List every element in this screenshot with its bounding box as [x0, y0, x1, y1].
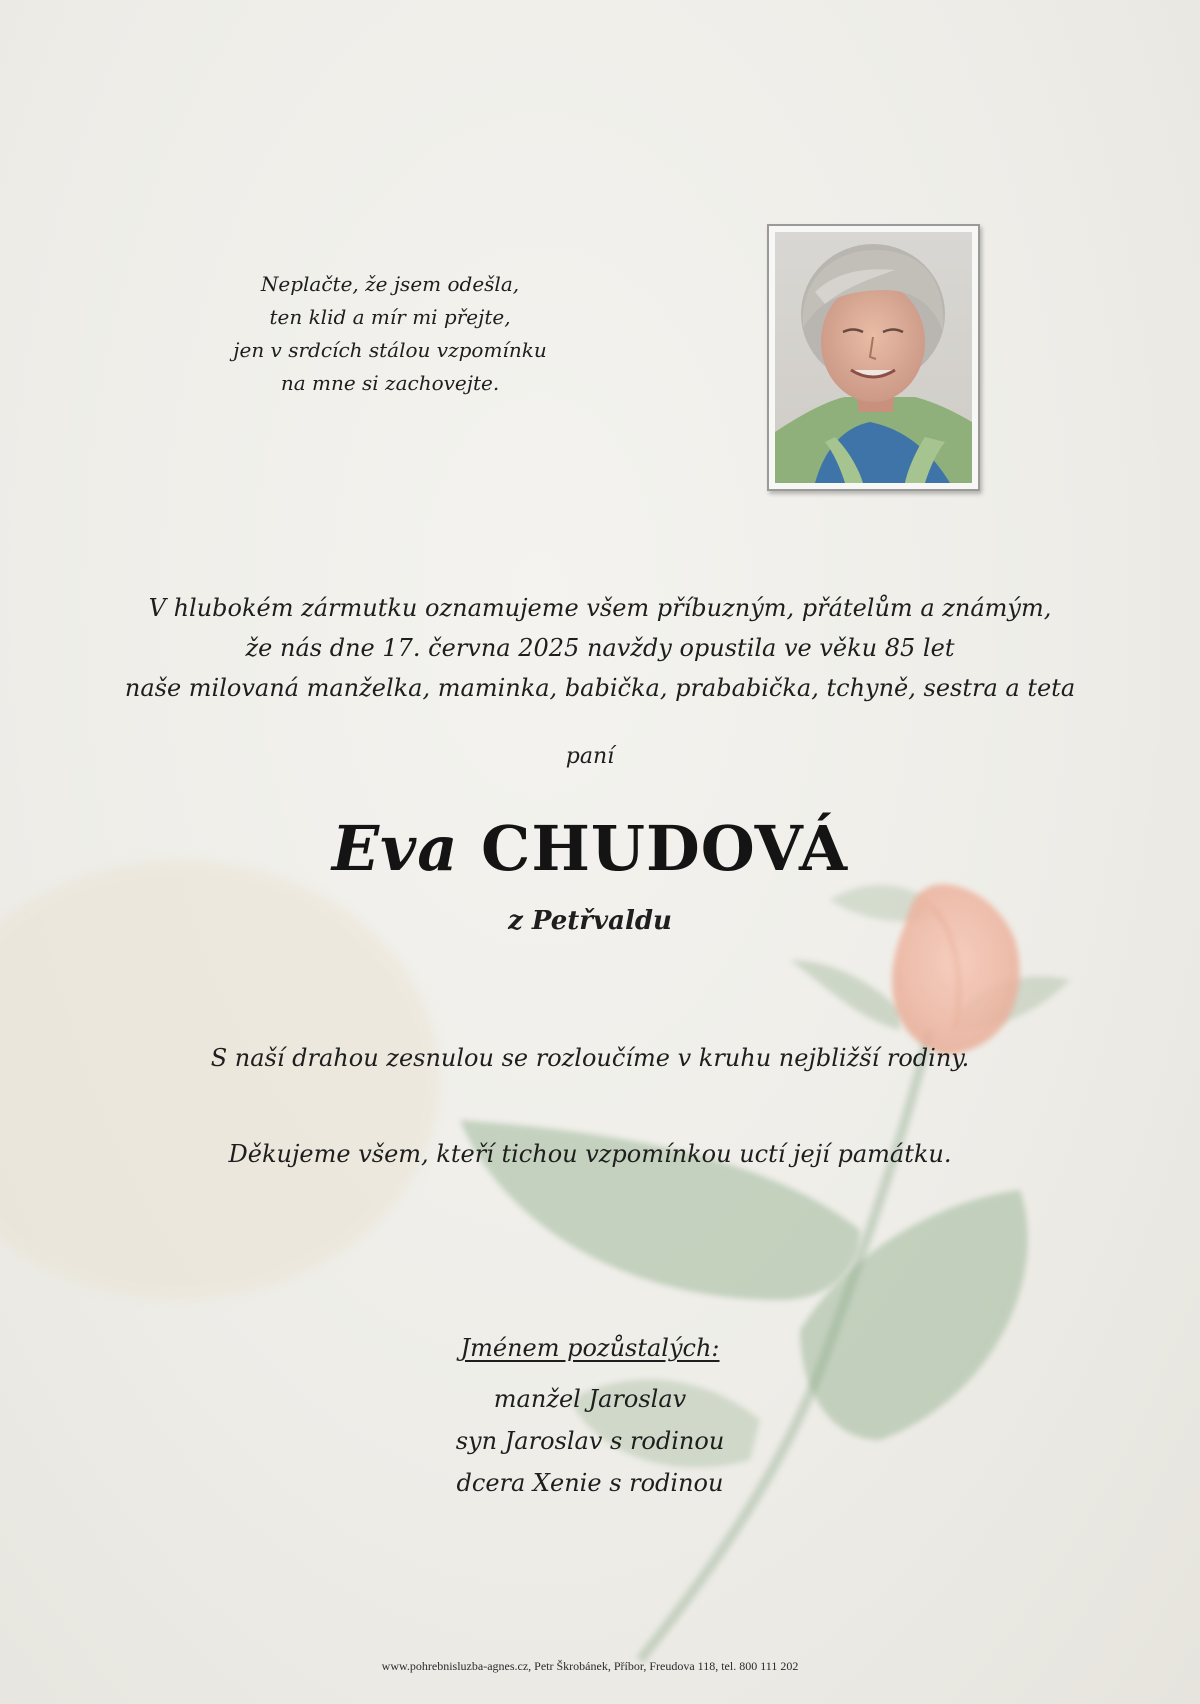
place-of-origin: z Petřvaldu: [508, 906, 672, 936]
portrait-photo: [775, 232, 972, 483]
poem-line: na mne si zachovejte.: [280, 371, 500, 395]
farewell-text: S naší drahou zesnulou se rozloučíme v kruhu nejbližší rodiny.: [210, 1044, 970, 1072]
thanks-text: Děkujeme všem, kteří tichou vzpomínkou uctí její památku.: [228, 1140, 952, 1168]
survivors-heading: Jménem pozůstalých:: [460, 1334, 720, 1362]
surname: CHUDOVÁ: [480, 812, 849, 885]
announcement-line: naše milovaná manželka, maminka, babička, prababička, tchyně, sestra a teta: [124, 674, 1076, 702]
given-name: Eva: [331, 812, 459, 885]
poem-line: jen v srdcích stálou vzpomínku: [233, 338, 547, 362]
survivor-name: manžel Jaroslav: [493, 1385, 687, 1413]
announcement-line: že nás dne 17. června 2025 navždy opustila ve věku 85 let: [245, 634, 955, 662]
deceased-name: [0, 812, 1180, 885]
survivor-name: dcera Xenie s rodinou: [456, 1469, 724, 1497]
memorial-poem: [180, 268, 600, 400]
poem-line: ten klid a mír mi přejte,: [269, 305, 511, 329]
funeral-service-footer: www.pohrebnisluzba-agnes.cz, Petr Škrobánek, Příbor, Freudova 118, tel. 800 111 202: [381, 1659, 799, 1673]
honorific: paní: [565, 744, 615, 769]
survivor-name: syn Jaroslav s rodinou: [455, 1427, 725, 1455]
announcement-line: V hlubokém zármutku oznamujeme všem příbuzným, přátelům a známým,: [148, 594, 1052, 622]
announcement-text: [60, 588, 1140, 708]
poem-line: Neplačte, že jsem odešla,: [260, 272, 520, 296]
portrait-frame: [767, 224, 980, 491]
survivors-list: [440, 1378, 740, 1504]
